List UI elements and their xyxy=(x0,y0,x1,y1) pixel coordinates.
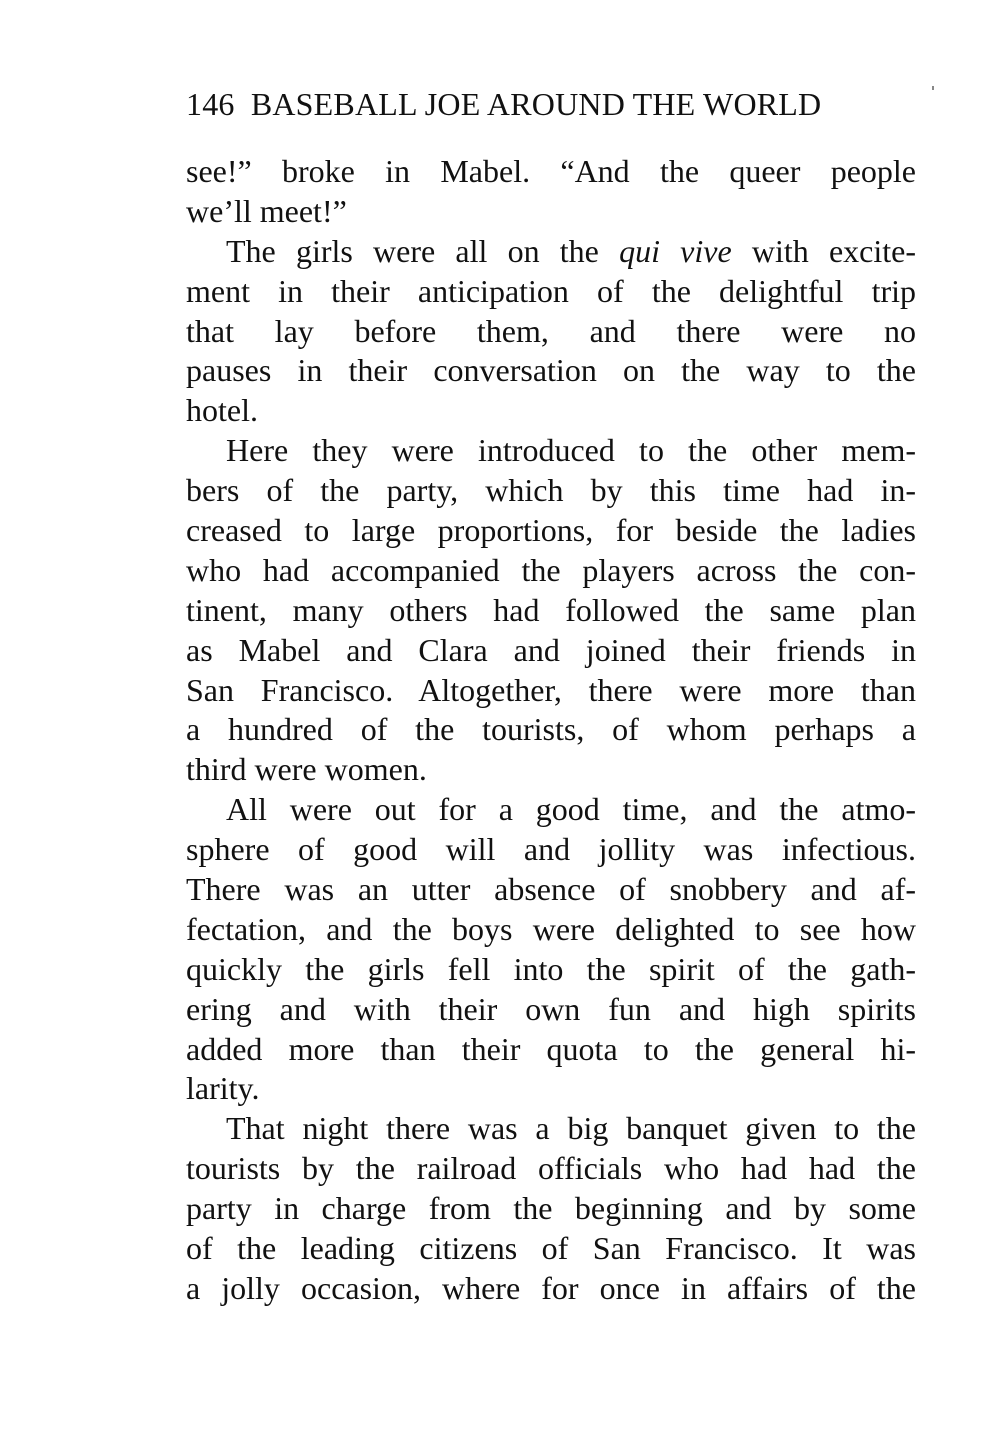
text-line: added more than their quota to the general hi- xyxy=(186,1030,916,1067)
text-line: ering and with their own fun and high spirits xyxy=(186,990,916,1027)
text-line: of the leading citizens of San Francisco. It was xyxy=(186,1230,916,1267)
text-line: ment in their anticipation of the delightful trip xyxy=(186,272,916,309)
text-line: pauses in their conversation on the way to the xyxy=(186,352,916,389)
text-line: who had accompanied the players across the con- xyxy=(186,551,916,588)
text-line: we’ll meet!” xyxy=(186,192,347,229)
text-line: a jolly occasion, where for once in affairs of the xyxy=(186,1269,916,1306)
text-line: There was an utter absence of snobbery and af- xyxy=(186,871,916,908)
scan-speck xyxy=(932,86,934,90)
text-line: party in charge from the beginning and by some xyxy=(186,1190,916,1227)
text-line: as Mabel and Clara and joined their friends in xyxy=(186,631,916,668)
text-line: bers of the party, which by this time had in- xyxy=(186,472,916,509)
text-line: Here they were introduced to the other mem- xyxy=(226,432,916,469)
text-line: All were out for a good time, and the atmo- xyxy=(226,791,916,828)
text-line: That night there was a big banquet given to the xyxy=(226,1110,916,1147)
running-title: BASEBALL JOE AROUND THE WORLD xyxy=(250,86,822,122)
page-number: 146 xyxy=(186,86,235,122)
text-line: tourists by the railroad officials who had had the xyxy=(186,1150,916,1187)
text-run: with excite- xyxy=(731,232,917,269)
text-line xyxy=(186,232,916,272)
text-line: larity. xyxy=(186,1070,260,1107)
text-line: creased to large proportions, for beside the ladies xyxy=(186,512,916,549)
text-line: San Francisco. Altogether, there were more than xyxy=(186,671,916,708)
text-line: that lay before them, and there were no xyxy=(186,312,916,349)
text-line: tinent, many others had followed the same plan xyxy=(186,591,916,628)
running-header xyxy=(186,82,914,126)
text-run: The girls were all on the xyxy=(226,232,620,269)
text-line: see!” broke in Mabel. “And the queer people xyxy=(186,153,916,189)
italic-phrase: qui vive xyxy=(619,232,732,269)
text-line: sphere of good will and jollity was infectious. xyxy=(186,831,916,868)
body-text xyxy=(186,152,916,1309)
text-line: third were women. xyxy=(186,751,427,788)
text-line: fectation, and the boys were delighted to see how xyxy=(186,910,916,947)
text-line: hotel. xyxy=(186,392,258,429)
text-line: quickly the girls fell into the spirit of the gath- xyxy=(186,950,916,987)
text-line: a hundred of the tourists, of whom perhaps a xyxy=(186,711,916,748)
